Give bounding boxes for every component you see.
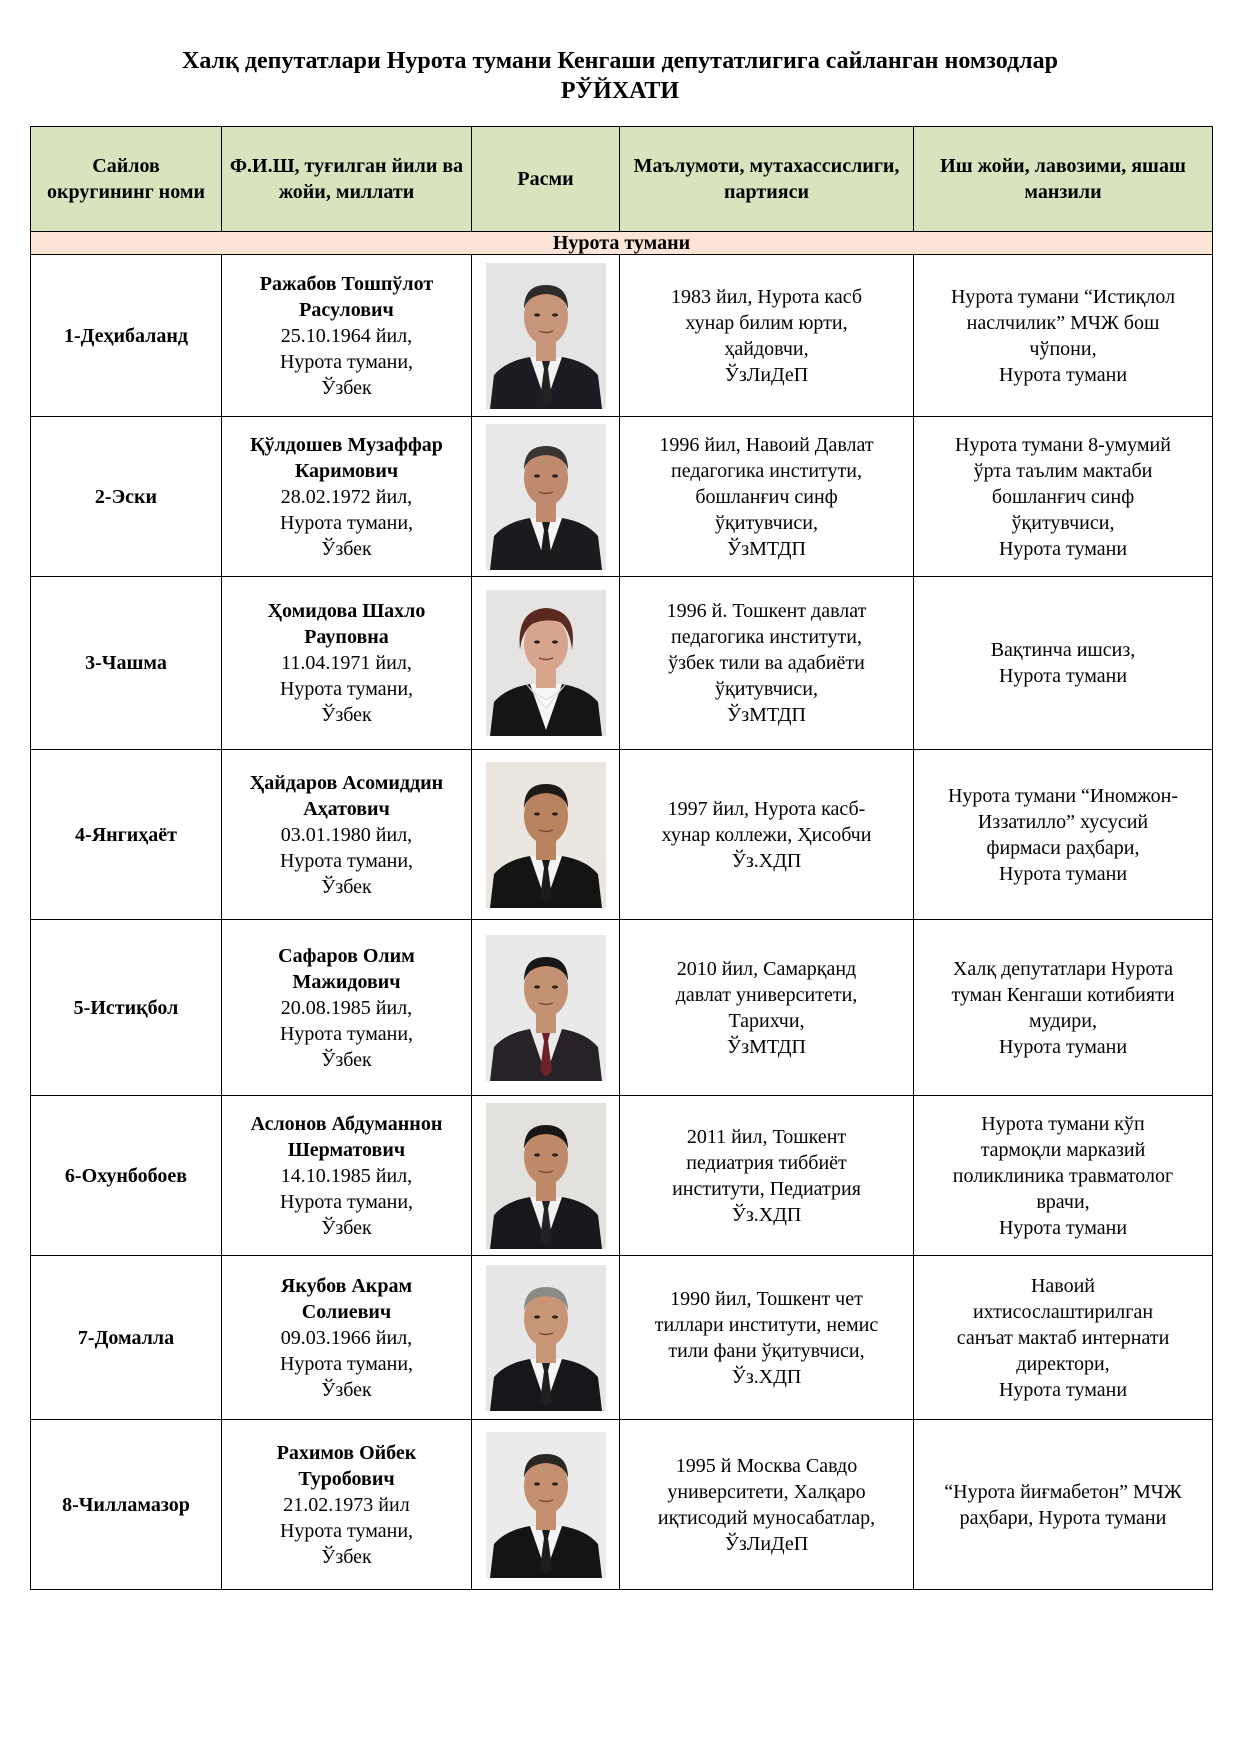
document-title — [0, 46, 1240, 106]
birth-date: 14.10.1985 йил, — [280, 1164, 413, 1187]
workplace-cell — [914, 577, 1213, 750]
education-line: Ўз.ХДП — [731, 1365, 802, 1388]
nationality: Ўзбек — [321, 1378, 372, 1401]
education-line: давлат университети, — [675, 983, 858, 1006]
education-cell — [620, 920, 914, 1096]
header-full-name: Ф.И.Ш, туғилган йили ва жойи, миллати — [222, 127, 472, 232]
birth-date: 11.04.1971 йил, — [281, 652, 412, 674]
nationality: Ўзбек — [321, 537, 372, 560]
workplace-line: поликлиника травматолог — [952, 1164, 1174, 1187]
table-row — [31, 1096, 1213, 1256]
workplace-cell — [914, 417, 1213, 577]
candidate-info-cell — [222, 1420, 472, 1590]
header-education: Маълумоти, мутахассислиги, партияси — [620, 127, 914, 232]
birth-place: Нурота тумани, — [279, 1190, 414, 1213]
workplace-line: Нурота тумани — [998, 862, 1128, 885]
education-cell — [620, 1096, 914, 1256]
education-cell — [620, 417, 914, 577]
candidate-name-line: Рахимов Ойбек — [276, 1441, 417, 1464]
education-line: ЎзЛиДеП — [724, 363, 809, 386]
candidate-name-line: Ҳайдаров Асомиддин — [249, 771, 444, 794]
birth-date: 03.01.1980 йил, — [280, 823, 413, 846]
education-line: ўқитувчиси, — [715, 678, 818, 700]
birth-place: Нурота тумани, — [279, 1352, 414, 1375]
education-line: 2010 йил, Самарқанд — [676, 957, 857, 980]
table-row — [31, 750, 1213, 920]
workplace-line: фирмаси раҳбари, — [986, 836, 1140, 859]
candidate-portrait — [486, 590, 606, 736]
workplace-cell — [914, 750, 1213, 920]
nationality: Ўзбек — [321, 1216, 372, 1239]
workplace-line: наслчилик” МЧЖ бош — [966, 311, 1160, 334]
birth-date: 09.03.1966 йил, — [280, 1326, 413, 1349]
education-cell — [620, 577, 914, 750]
workplace-cell — [914, 920, 1213, 1096]
education-line: университети, Халқаро — [667, 1480, 866, 1503]
district-name: Нурота тумани — [31, 232, 1213, 255]
nationality: Ўзбек — [321, 1048, 372, 1071]
candidate-name-line: Ражабов Тошпўлот — [259, 272, 434, 295]
education-line: ЎзМТДП — [727, 1035, 806, 1058]
constituency-cell: 4-Янгиҳаёт — [31, 750, 222, 920]
constituency-cell: 3-Чашма — [31, 577, 222, 750]
education-cell — [620, 1256, 914, 1420]
education-line: хунар билим юрти, — [685, 311, 848, 334]
birth-date: 20.08.1985 йил, — [280, 996, 413, 1019]
candidate-patronymic: Мажидович — [292, 970, 401, 993]
education-line: Ўз.ХДП — [731, 849, 802, 872]
photo-cell — [472, 750, 620, 920]
candidate-portrait — [486, 424, 606, 570]
education-line: Тарихчи, — [728, 1009, 805, 1032]
candidate-portrait — [486, 935, 606, 1081]
table-header-row — [31, 127, 1213, 232]
birth-date: 28.02.1972 йил, — [280, 485, 413, 508]
education-line: хунар коллежи, Ҳисобчи — [661, 823, 872, 846]
workplace-line: Нурота тумани — [998, 537, 1128, 560]
workplace-cell — [914, 1096, 1213, 1256]
table-row — [31, 577, 1213, 750]
header-workplace: Иш жойи, лавозими, яшаш манзили — [914, 127, 1213, 232]
education-line: ЎзМТДП — [727, 704, 806, 726]
education-line: ЎзЛиДеП — [724, 1532, 809, 1555]
workplace-line: раҳбари, Нурота тумани — [959, 1506, 1167, 1529]
candidate-info-cell — [222, 1096, 472, 1256]
workplace-line: Нурота тумани “Иномжон- — [947, 784, 1179, 807]
constituency-cell: 5-Истиқбол — [31, 920, 222, 1096]
education-line: ўзбек тили ва адабиёти — [668, 652, 865, 674]
candidate-portrait — [486, 762, 606, 908]
candidate-patronymic: Каримович — [294, 459, 399, 482]
birth-place: Нурота тумани, — [279, 350, 414, 373]
candidate-portrait — [486, 1265, 606, 1411]
workplace-cell — [914, 1256, 1213, 1420]
photo-cell — [472, 417, 620, 577]
nationality: Ўзбек — [321, 1545, 372, 1568]
education-line: институти, Педиатрия — [672, 1177, 861, 1200]
table-row — [31, 1420, 1213, 1590]
candidate-portrait — [486, 1432, 606, 1578]
candidate-info-cell — [222, 577, 472, 750]
workplace-line: тармоқли марказий — [980, 1138, 1146, 1161]
workplace-line: Вақтинча ишсиз, — [990, 639, 1136, 661]
workplace-line: Нурота тумани — [998, 1378, 1128, 1401]
nationality: Ўзбек — [321, 875, 372, 898]
workplace-line: Нурота тумани кўп — [981, 1112, 1145, 1135]
workplace-line: санъат мактаб интернати — [956, 1326, 1170, 1349]
constituency-cell: 8-Чилламазор — [31, 1420, 222, 1590]
workplace-line: Нурота тумани “Истиқлол — [950, 285, 1176, 308]
candidate-info-cell — [222, 920, 472, 1096]
workplace-line: Иззатилло” хусусий — [977, 810, 1149, 833]
candidate-portrait — [486, 263, 606, 409]
nationality: Ўзбек — [321, 376, 372, 399]
candidate-patronymic: Солиевич — [301, 1300, 392, 1323]
photo-cell — [472, 255, 620, 417]
birth-place: Нурота тумани, — [279, 849, 414, 872]
photo-cell — [472, 1096, 620, 1256]
district-row — [31, 232, 1213, 255]
birth-place: Нурота тумани, — [279, 1519, 414, 1542]
candidate-name-line: Сафаров Олим — [278, 944, 415, 967]
education-line: 1996 й. Тошкент давлат — [666, 600, 867, 622]
candidate-patronymic: Туробович — [298, 1467, 395, 1490]
candidate-info-cell — [222, 1256, 472, 1420]
table-row — [31, 417, 1213, 577]
workplace-line: Халқ депутатлари Нурота — [952, 957, 1174, 980]
workplace-cell — [914, 1420, 1213, 1590]
education-line: педиатрия тиббиёт — [686, 1151, 847, 1174]
title-line-2: РЎЙХАТИ — [560, 78, 680, 104]
education-line: ҳайдовчи, — [724, 337, 809, 360]
candidate-name-line: Аслонов Абдуманнон — [250, 1112, 443, 1135]
photo-cell — [472, 577, 620, 750]
workplace-line: ихтисослаштирилган — [972, 1300, 1154, 1323]
education-cell — [620, 750, 914, 920]
birth-place: Нурота тумани, — [279, 678, 414, 700]
education-cell — [620, 255, 914, 417]
constituency-cell: 6-Охунбобоев — [31, 1096, 222, 1256]
birth-place: Нурота тумани, — [279, 1022, 414, 1045]
header-photo: Расми — [472, 127, 620, 232]
workplace-line: Нурота тумани — [998, 665, 1128, 687]
education-line: 1990 йил, Тошкент чет — [670, 1287, 863, 1310]
constituency-cell: 1-Деҳибаланд — [31, 255, 222, 417]
constituency-cell: 2-Эски — [31, 417, 222, 577]
education-cell — [620, 1420, 914, 1590]
nationality: Ўзбек — [321, 704, 372, 726]
candidate-name-line: Якубов Акрам — [280, 1274, 413, 1297]
education-line: 1983 йил, Нурота касб — [670, 285, 862, 308]
education-line: 1995 й Москва Савдо — [675, 1454, 858, 1477]
workplace-line: Нурота тумани 8-умумий — [955, 433, 1171, 456]
workplace-line: ўқитувчиси, — [1011, 511, 1115, 534]
candidates-table — [30, 126, 1213, 1590]
candidate-name-line: Қўлдошев Музаффар — [250, 433, 443, 456]
education-line: тиллари институти, немис — [654, 1313, 879, 1336]
candidate-patronymic: Аҳатович — [303, 797, 390, 820]
table-row — [31, 920, 1213, 1096]
candidate-patronymic: Шерматович — [287, 1138, 406, 1161]
workplace-line: мудири, — [1029, 1009, 1097, 1032]
table-row — [31, 1256, 1213, 1420]
education-line: тили фани ўқитувчиси, — [668, 1339, 865, 1362]
birth-date: 21.02.1973 йил — [283, 1493, 410, 1516]
education-line: бошланғич синф — [695, 485, 838, 508]
education-line: Ўз.ХДП — [731, 1203, 802, 1226]
birth-date: 25.10.1964 йил, — [280, 324, 413, 347]
education-line: иқтисодий муносабатлар, — [657, 1506, 876, 1529]
candidate-name-line: Ҳомидова Шахло — [267, 600, 426, 622]
table-row — [31, 255, 1213, 417]
photo-cell — [472, 920, 620, 1096]
constituency-cell: 7-Домалла — [31, 1256, 222, 1420]
workplace-line: “Нурота йиғмабетон” МЧЖ — [944, 1480, 1182, 1503]
workplace-line: врачи, — [1036, 1190, 1090, 1213]
workplace-line: Нурота тумани — [998, 363, 1128, 386]
workplace-line: Нурота тумани — [998, 1035, 1128, 1058]
workplace-line: Нурота тумани — [998, 1216, 1128, 1239]
education-line: педагогика институти, — [671, 626, 862, 648]
education-line: 1996 йил, Навоий Давлат — [659, 433, 874, 456]
workplace-line: чўпони, — [1029, 337, 1097, 360]
education-line: педагогика институти, — [671, 459, 862, 482]
workplace-line: ўрта таълим мактаби — [973, 459, 1153, 482]
workplace-line: туман Кенгаши котибияти — [951, 983, 1175, 1006]
photo-cell — [472, 1420, 620, 1590]
header-constituency: Сайлов округининг номи — [31, 127, 222, 232]
birth-place: Нурота тумани, — [279, 511, 414, 534]
workplace-line: Навоий — [1030, 1274, 1096, 1297]
education-line: ЎзМТДП — [727, 537, 806, 560]
education-line: 1997 йил, Нурота касб- — [667, 797, 866, 820]
candidate-patronymic: Расулович — [299, 298, 394, 321]
education-line: 2011 йил, Тошкент — [686, 1125, 847, 1148]
workplace-line: бошланғич синф — [991, 485, 1135, 508]
title-line-1: Халқ депутатлари Нурота тумани Кенгаши депутатлигига сайланган номзодлар — [182, 48, 1058, 74]
candidate-info-cell — [222, 417, 472, 577]
candidate-portrait — [486, 1103, 606, 1249]
workplace-line: директори, — [1016, 1352, 1110, 1375]
candidate-info-cell — [222, 750, 472, 920]
workplace-cell — [914, 255, 1213, 417]
candidate-info-cell — [222, 255, 472, 417]
education-line: ўқитувчиси, — [715, 511, 818, 534]
candidate-patronymic: Рауповна — [304, 626, 389, 648]
photo-cell — [472, 1256, 620, 1420]
